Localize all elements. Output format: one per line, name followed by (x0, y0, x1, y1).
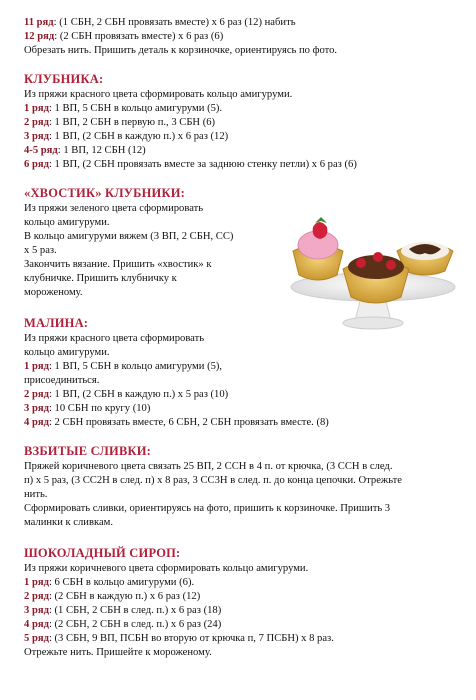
cream-line: п) х 5 раз, (3 СС2Н в след. п) х 8 раз, 3 СС3Н в след. п. до конца цепочки. Отрежьте (24, 475, 402, 486)
raspberry-row: 3 ряд: 10 СБН по кругу (10) (24, 403, 151, 414)
stem-line: кольцо амигуруми. (24, 217, 110, 228)
syrup-row: 3 ряд: (1 СБН, 2 СБН в след. п.) х 6 раз (18) (24, 605, 222, 616)
stem-line: мороженому. (24, 287, 83, 298)
intro-note: Обрезать нить. Пришить деталь к корзиночке, ориентируясь по фото. (24, 45, 338, 56)
raspberry-row: присоединиться. (24, 375, 100, 386)
raspberry-1 (356, 258, 366, 268)
cream-line: Сформировать сливки, ориентируясь на фото, пришить к корзиночке. Пришить 3 (24, 503, 391, 514)
raspberry-row: 2 ряд: 1 ВП, (2 СБН в каждую п.) х 5 раз (10) (24, 389, 229, 400)
syrup-row: 2 ряд: (2 СБН в каждую п.) х 6 раз (12) (24, 591, 201, 602)
raspberry-row: 1 ряд: 1 ВП, 5 СБН в кольцо амигуруми (5), (24, 361, 223, 372)
raspberry-3 (386, 260, 396, 270)
raspberry-line: Из пряжи красного цвета сформировать (24, 333, 205, 344)
stem-line: Закончить вязание. Пришить «хвостик» к (24, 259, 212, 270)
stem-line: Из пряжи зеленого цвета сформировать (24, 203, 204, 214)
cream-line: малинки к сливкам. (24, 517, 114, 528)
strawberry-heading: КЛУБНИКА: (24, 72, 104, 86)
raspberry-heading: МАЛИНА: (24, 316, 89, 330)
ice-cream-photo (285, 205, 460, 335)
strawberry-row: 2 ряд: 1 ВП, 2 СБН в первую п., 3 СБН (6) (24, 117, 216, 128)
syrup-row: 5 ряд: (3 СБН, 9 ВП, ПСБН во вторую от крючка п, 7 ПСБН) х 8 раз. (24, 633, 334, 644)
intro-row-12: 12 ряд: (2 СБН провязать вместе) х 6 раз (6) (24, 31, 224, 42)
syrup-row: 4 ряд: (2 СБН, 2 СБН в след. п.) х 6 раз (24) (24, 619, 222, 630)
stem-line: х 5 раз. (24, 245, 57, 256)
raspberry-2 (373, 252, 383, 262)
syrup-outro: Отрежьте нить. Пришейте к мороженому. (24, 647, 212, 658)
strawberry-row: 4-5 ряд: 1 ВП, 12 СБН (12) (24, 145, 146, 156)
strawberry-stem (315, 217, 327, 223)
intro-row-11: 11 ряд: (1 СБН, 2 СБН провязать вместе) х 6 раз (12) набить (24, 17, 296, 28)
cream-line: нить. (24, 489, 48, 500)
strawberry-row: 3 ряд: 1 ВП, (2 СБН в каждую п.) х 6 раз (12) (24, 131, 229, 142)
syrup-row: 1 ряд: 6 СБН в кольцо амигуруми (6). (24, 577, 195, 588)
strawberry-row: 1 ряд: 1 ВП, 5 СБН в кольцо амигуруми (5). (24, 103, 223, 114)
raspberry-row: 4 ряд: 2 СБН провязать вместе, 6 СБН, 2 СБН провязать вместе. (8) (24, 417, 329, 428)
cream-line: Пряжей коричневого цвета связать 25 ВП, 2 ССН в 4 п. от крючка, (3 ССН в след. (24, 461, 393, 472)
cream-heading: ВЗБИТЫЕ СЛИВКИ: (24, 444, 152, 458)
stem-line: клубничке. Пришить клубничку к (24, 273, 177, 284)
raspberry-line: кольцо амигуруми. (24, 347, 110, 358)
strawberry-intro: Из пряжи красного цвета сформировать кольцо амигуруми. (24, 89, 293, 100)
stem-heading: «ХВОСТИК» КЛУБНИКИ: (24, 186, 186, 200)
strawberry-row: 6 ряд: 1 ВП, (2 СБН провязать вместе за заднюю стенку петли) х 6 раз (6) (24, 159, 357, 170)
syrup-heading: ШОКОЛАДНЫЙ СИРОП: (24, 546, 181, 560)
stem-line: В кольцо амигуруми вяжем (3 ВП, 2 СБН, СС) (24, 231, 234, 242)
cake-stand-base (343, 317, 403, 329)
syrup-intro: Из пряжи коричневого цвета сформировать кольцо амигуруми. (24, 563, 309, 574)
